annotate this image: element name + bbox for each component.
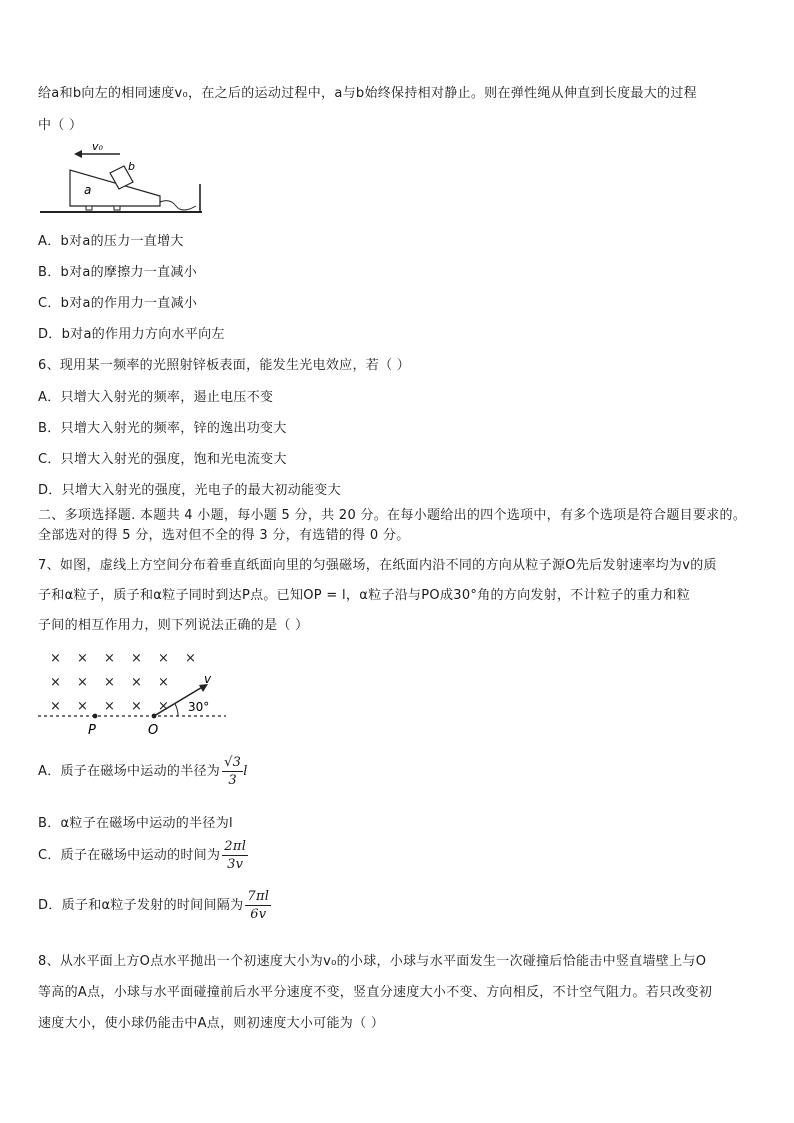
- point-p-label: P: [88, 723, 96, 737]
- q5-option-a: A．b对a的压力一直增大: [38, 234, 184, 249]
- q5-option-d: D．b对a的作用力方向水平向左: [38, 327, 225, 342]
- q7-option-a-numerator: √3: [224, 755, 242, 770]
- q7-option-d-fraction: [245, 888, 271, 923]
- q7-option-c-numerator: 2πl: [224, 839, 247, 854]
- q7-option-d-denominator: 6v: [250, 907, 267, 922]
- q7-option-a: [38, 754, 248, 789]
- wheel-right: [114, 206, 120, 210]
- angle-label: 30°: [188, 700, 210, 714]
- q7-option-d: [38, 888, 271, 923]
- block-a-label: a: [84, 183, 92, 197]
- q5-stem-line1: 给a和b向左的相同速度v₀，在之后的运动过程中，a与b始终保持相对静止。则在弹性绳从伸直到长度最大的过程: [38, 86, 697, 101]
- wheel-left: [86, 206, 92, 210]
- q5-stem-line2: 中（ ）: [38, 118, 83, 133]
- q7-stem-line1: 7、如图，虚线上方空间分布着垂直纸面向里的匀强磁场，在纸面内沿不同的方向从粒子源O先后发射速率均为v的质: [38, 558, 717, 573]
- q7-option-c: [38, 838, 248, 873]
- q6-option-a: A．只增大入射光的频率，遏止电压不变: [38, 390, 274, 405]
- q7-option-c-denominator: 3v: [227, 857, 244, 872]
- block-b-label: b: [128, 160, 135, 173]
- field-mark: ×: [50, 699, 61, 714]
- q7-option-d-numerator: 7πl: [247, 889, 270, 904]
- section2-line1: 二、多项选择题. 本题共 4 小题，每小题 5 分，共 20 分。在每小题给出的四个选项中，有多个选项是符合题目要求的。: [38, 508, 747, 523]
- point-p-dot: [93, 714, 98, 719]
- q7-option-b: B．α粒子在磁场中运动的半径为l: [38, 816, 233, 831]
- q6-stem: 6、现用某一频率的光照射锌板表面，能发生光电效应，若（ ）: [38, 358, 411, 373]
- q7-stem-line3: 子间的相互作用力，则下列说法正确的是（ ）: [38, 618, 309, 633]
- field-mark: ×: [77, 699, 88, 714]
- field-mark: ×: [77, 651, 88, 666]
- field-mark: ×: [104, 675, 115, 690]
- q7-option-a-tail: l: [243, 764, 248, 779]
- q7-option-d-text: D．质子和α粒子发射的时间间隔为: [38, 898, 244, 913]
- q7-option-a-denominator: 3: [228, 773, 237, 788]
- q7-option-c-text: C．质子在磁场中运动的时间为: [38, 848, 221, 863]
- q7-figure: [38, 645, 238, 737]
- field-mark: ×: [131, 699, 142, 714]
- q7-option-a-text: A．质子在磁场中运动的半径为: [38, 764, 221, 779]
- field-mark: ×: [77, 675, 88, 690]
- q7-stem-line2: 子和α粒子，质子和α粒子同时到达P点。已知OP = l，α粒子沿与PO成30°角的方向发射，不计粒子的重力和粒: [38, 588, 691, 603]
- field-mark: ×: [131, 675, 142, 690]
- q7-option-a-fraction: [222, 754, 243, 789]
- q8-stem-line3: 速度大小，使小球仍能击中A点，则初速度大小可能为（ ）: [38, 1016, 385, 1031]
- q8-stem-line2: 等高的A点，小球与水平面碰撞前后水平分速度不变，竖直分速度大小不变、方向相反，不计空气阻力。若只改变初: [38, 985, 713, 1000]
- field-mark: ×: [158, 699, 169, 714]
- q6-option-b: B．只增大入射光的频率，锌的逸出功变大: [38, 421, 287, 436]
- field-mark: ×: [50, 675, 61, 690]
- angle-arc: [175, 704, 178, 716]
- q5-figure: [38, 140, 208, 220]
- velocity-label: v: [204, 672, 212, 686]
- elastic-rope: [160, 201, 196, 210]
- q6-option-c: C．只增大入射光的强度，饱和光电流变大: [38, 452, 287, 467]
- velocity-arrowhead: [74, 150, 82, 158]
- section2-line2: 全部选对的得 5 分，选对但不全的得 3 分，有选错的得 0 分。: [38, 528, 410, 543]
- field-mark: ×: [50, 651, 61, 666]
- q8-stem-line1: 8、从水平面上方O点水平抛出一个初速度大小为v₀的小球，小球与水平面发生一次碰撞后恰能击中竖直墙壁上与O: [38, 954, 707, 969]
- velocity-label: v₀: [92, 140, 103, 153]
- point-o-label: O: [148, 723, 159, 737]
- q7-option-c-fraction: [222, 838, 248, 873]
- field-mark: ×: [104, 699, 115, 714]
- q5-option-b: B．b对a的摩擦力一直减小: [38, 265, 198, 280]
- field-mark: ×: [131, 651, 142, 666]
- field-mark: ×: [158, 651, 169, 666]
- field-mark: ×: [104, 651, 115, 666]
- q6-option-d: D．只增大入射光的强度，光电子的最大初动能变大: [38, 483, 341, 498]
- field-mark: ×: [185, 651, 196, 666]
- q5-option-c: C．b对a的作用力一直减小: [38, 296, 198, 311]
- field-mark: ×: [158, 675, 169, 690]
